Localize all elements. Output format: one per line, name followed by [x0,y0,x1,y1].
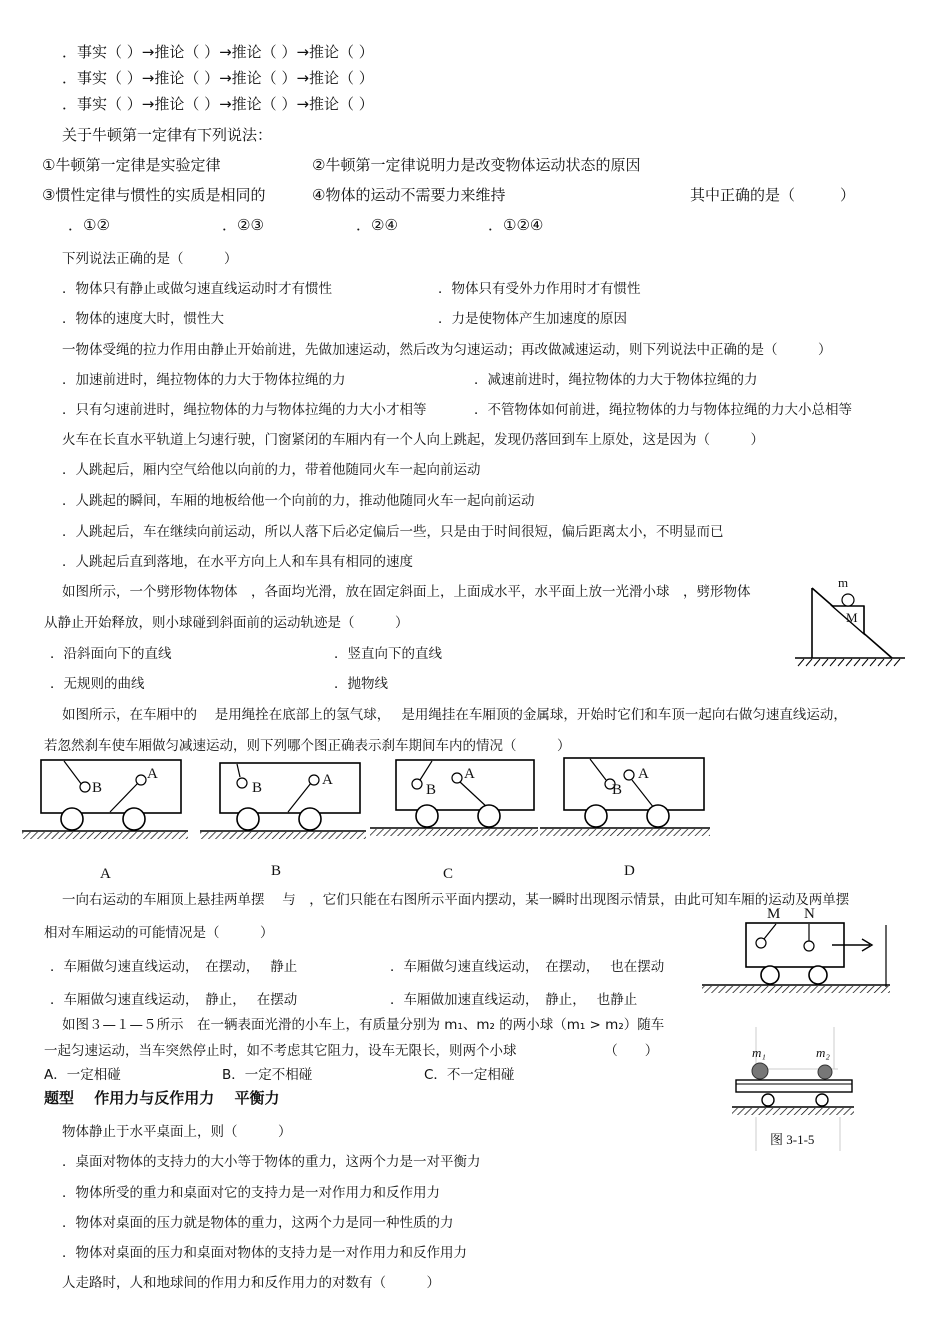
newton-statement-3: ③惯性定律与惯性的实质是相同的 [42,186,266,204]
train-option-a: ．人跳起后，厢内空气给他以向前的力，带着他随同火车一起向前运动 [62,462,481,478]
wedge-option-c: ．无规则的曲线 [50,676,145,692]
cart-option-label-a: A [100,866,111,882]
newton-option-d: ．①②④ [488,216,544,234]
cart-c-ball-a-label: A [464,766,475,782]
inertia-option-a: ．物体只有静止或做匀速直线运动时才有惯性 [62,281,332,297]
table-option-d: ．物体对桌面的压力和桌面对物体的支持力是一对作用力和反作用力 [62,1245,467,1261]
cart-figure-a [22,755,192,845]
newton-option-a: ．①② [68,216,110,234]
pendulum-label-n: N [804,906,815,922]
newton-question-stem: 关于牛顿第一定律有下列说法： [62,126,273,144]
wedge-option-a: ．沿斜面向下的直线 [50,646,172,662]
rope-option-c: ．只有匀速前进时，绳拉物体的力与物体拉绳的力大小才相等 [62,402,427,418]
wedge-option-d: ．抛物线 [334,676,388,692]
balls-option-b: B．一定不相碰 [222,1067,313,1083]
newton-option-b: ．②③ [222,216,264,234]
pendulum-question-stem-1: 一向右运动的车厢顶上悬挂两单摆 与 ，它们只能在右图所示平面内摆动，某一瞬时出现图示情景，由此可知车厢的运动及两单摆 [62,892,850,908]
table-option-a: ．桌面对物体的支持力的大小等于物体的重力，这两个力是一对平衡力 [62,1154,481,1170]
wedge-question-stem-1: 如图所示，一个劈形物体物体 ，各面均光滑，放在固定斜面上，上面成水平，水平面上放一光滑小球 ，劈形物体 [62,584,751,600]
rope-option-d: ．不管物体如何前进，绳拉物体的力与物体拉绳的力大小总相等 [474,402,852,418]
pendulum-option-b: ．车厢做匀速直线运动， 在摆动， 也在摆动 [390,959,665,975]
wedge-label-m: m [838,575,849,590]
cart-d-ball-b-label: B [612,782,623,798]
cart-d-ball-a-label: A [638,766,649,782]
wedge-question-stem-2: 从静止开始释放，则小球碰到斜面前的运动轨迹是（ ） [44,615,409,631]
balls-question-stem-2: 一起匀速运动，当车突然停止时，如不考虑其它阻力，设车无限长，则两个小球 （ ） [44,1043,659,1059]
inertia-option-b: ．物体只有受外力作用时才有惯性 [438,281,641,297]
train-option-d: ．人跳起后直到落地，在水平方向上人和车具有相同的速度 [62,554,413,570]
table-question-stem: 物体静止于水平桌面上，则（ ） [62,1124,292,1140]
train-option-b: ．人跳起的瞬间，车厢的地板给他一个向前的力，推动他随同火车一起向前运动 [62,493,535,509]
section-heading: 题型 作用力与反作用力 平衡力 [44,1089,280,1107]
pendulum-option-a: ．车厢做匀速直线运动， 在摆动， 静止 [50,959,298,975]
cart-figure-d [540,750,712,845]
cart-figure-b [200,755,370,845]
cart-option-label-c: C [443,866,454,882]
cart-question-stem-2: 若忽然刹车使车厢做匀减速运动，则下列哪个图正确表示刹车期间车内的情况（ ） [44,738,571,754]
cart-option-label-d: D [624,863,635,879]
newton-statement-1: ①牛顿第一定律是实验定律 [42,156,221,174]
chain-line-1: ．事实（ ）→推论（ ）→推论（ ）→推论（ ） [62,43,374,61]
pendulum-option-d: ．车厢做加速直线运动， 静止， 也静止 [390,992,638,1008]
wedge-label-M: M [846,610,858,625]
train-option-c: ．人跳起后，车在继续向前运动，所以人落下后必定偏后一些，只是由于时间很短，偏后距离太小，不明显而已 [62,524,724,540]
chain-line-2: ．事实（ ）→推论（ ）→推论（ ）→推论（ ） [62,69,374,87]
cart-question-stem-1: 如图所示，在车厢中的 是用绳拴在底部上的氢气球， 是用绳挂在车厢顶的金属球，开始时它们和车顶一起向右做匀速直线运动， [62,707,847,723]
table-option-b: ．物体所受的重力和桌面对它的支持力是一对作用力和反作用力 [62,1185,440,1201]
newton-option-c: ．②④ [356,216,398,234]
chain-line-3: ．事实（ ）→推论（ ）→推论（ ）→推论（ ） [62,95,374,113]
wedge-option-b: ．竖直向下的直线 [334,646,442,662]
cart-b-ball-a-label: A [322,772,333,788]
newton-statement-2: ②牛顿第一定律说明力是改变物体运动状态的原因 [312,156,641,174]
newton-ask: 其中正确的是（ ） [690,186,856,204]
balls-question-stem-1: 如图３—１—５所示 在一辆表面光滑的小车上，有质量分别为 m₁、m₂ 的两小球（m₁ > m₂）随车 [62,1017,665,1033]
balls-option-c: C．不一定相碰 [424,1067,515,1083]
cart-a-ball-b-label: B [92,780,103,796]
train-question-stem: 火车在长直水平轨道上匀速行驶，门窗紧闭的车厢内有一个人向上跳起，发现仍落回到车上原处，这是因为（ ） [62,432,764,448]
pendulum-figure [700,905,900,1000]
table-option-c: ．物体对桌面的压力就是物体的重力，这两个力是同一种性质的力 [62,1215,454,1231]
cart-b-ball-b-label: B [252,780,263,796]
balls-label-m1: m₁ [752,1045,766,1060]
cart-c-ball-b-label: B [426,782,437,798]
cart-a-ball-a-label: A [147,766,158,782]
balls-label-m2: m₂ [816,1045,830,1060]
rope-option-b: ．减速前进时，绳拉物体的力大于物体拉绳的力 [474,372,758,388]
pendulum-label-m: M [767,906,781,922]
cart-option-label-b: B [271,863,282,879]
cart-figure-c [370,750,540,845]
newton-statement-4: ④物体的运动不需要力来维持 [312,186,506,204]
walk-question-stem: 人走路时，人和地球间的作用力和反作用力的对数有（ ） [62,1275,440,1291]
inertia-option-d: ．力是使物体产生加速度的原因 [438,311,627,327]
rope-question-stem: 一物体受绳的拉力作用由静止开始前进，先做加速运动，然后改为匀速运动；再改做减速运动，则下列说法中正确的是（ ） [62,342,832,358]
inertia-question-stem: 下列说法正确的是（ ） [62,251,238,267]
balls-option-a: A．一定相碰 [44,1067,121,1083]
rope-option-a: ．加速前进时，绳拉物体的力大于物体拉绳的力 [62,372,346,388]
figure-caption: 图 3-1-5 [770,1132,815,1147]
pendulum-question-stem-2: 相对车厢运动的可能情况是（ ） [44,925,274,941]
inertia-option-c: ．物体的速度大时，惯性大 [62,311,224,327]
pendulum-option-c: ．车厢做匀速直线运动， 静止， 在摆动 [50,992,298,1008]
